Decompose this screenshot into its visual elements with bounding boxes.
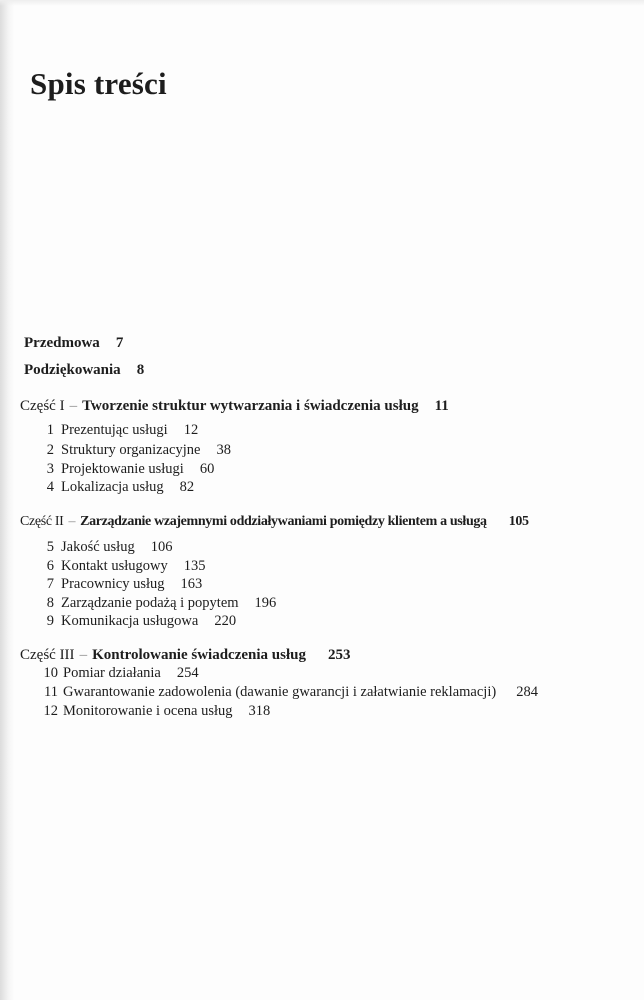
toc-chapter-7[interactable] bbox=[40, 574, 202, 594]
part-page-number: 105 bbox=[508, 514, 529, 529]
part-label: Część II bbox=[20, 514, 64, 529]
chapter-title: Prezentując usługi bbox=[61, 422, 168, 438]
chapter-page-number: 38 bbox=[216, 442, 231, 458]
toc-entry-acknowledgements[interactable] bbox=[24, 360, 144, 380]
chapter-page-number: 163 bbox=[180, 576, 203, 592]
toc-chapter-6[interactable] bbox=[40, 556, 205, 576]
chapter-page-number: 196 bbox=[254, 595, 277, 611]
chapter-page-number: 82 bbox=[179, 479, 195, 495]
part-title: Zarządzanie wzajemnymi oddziaływaniami pomiędzy klientem a usługą bbox=[80, 514, 487, 529]
part-page-number: 11 bbox=[434, 398, 449, 414]
chapter-title: Lokalizacja usług bbox=[61, 479, 164, 495]
part-title: Tworzenie struktur wytwarzania i świadczenia usług bbox=[82, 398, 419, 414]
toc-chapter-3[interactable] bbox=[40, 459, 214, 479]
chapter-number: 8 bbox=[46, 595, 54, 611]
chapter-page-number: 284 bbox=[516, 684, 538, 700]
toc-chapter-4[interactable] bbox=[40, 477, 194, 497]
chapter-number: 10 bbox=[43, 665, 58, 681]
toc-chapter-10[interactable] bbox=[40, 663, 199, 683]
chapter-number: 12 bbox=[43, 703, 58, 719]
entry-title: Przedmowa bbox=[24, 335, 100, 351]
part-title: Kontrolowanie świadczenia usług bbox=[92, 647, 306, 663]
toc-chapter-1[interactable] bbox=[40, 420, 198, 440]
chapter-number: 9 bbox=[46, 613, 54, 629]
toc-chapter-2[interactable] bbox=[40, 440, 231, 460]
chapter-page-number: 106 bbox=[150, 539, 173, 555]
toc-part-2[interactable] bbox=[20, 512, 529, 532]
part-page-number: 253 bbox=[327, 647, 351, 663]
chapter-page-number: 254 bbox=[176, 665, 199, 681]
toc-chapter-12[interactable] bbox=[40, 701, 270, 721]
toc-chapter-8[interactable] bbox=[40, 593, 276, 613]
part-label: Część III bbox=[20, 647, 75, 663]
toc-part-1[interactable] bbox=[20, 396, 449, 416]
part-dash: – bbox=[69, 398, 78, 414]
chapter-number: 11 bbox=[44, 684, 58, 700]
chapter-title: Monitorowanie i ocena usług bbox=[63, 703, 233, 719]
toc-chapter-9[interactable] bbox=[40, 611, 236, 631]
chapter-title: Pomiar działania bbox=[63, 665, 161, 681]
chapter-title: Gwarantowanie zadowolenia (dawanie gwarancji i załatwianie reklamacji) bbox=[63, 684, 497, 700]
toc-part-3[interactable] bbox=[20, 645, 350, 665]
entry-title: Podziękowania bbox=[24, 362, 121, 378]
toc-entry-preface[interactable] bbox=[24, 333, 123, 353]
chapter-page-number: 318 bbox=[248, 703, 271, 719]
chapter-number: 3 bbox=[46, 461, 54, 477]
chapter-title: Kontakt usługowy bbox=[61, 558, 168, 574]
toc-chapter-5[interactable] bbox=[40, 537, 172, 557]
chapter-number: 5 bbox=[46, 539, 54, 555]
entry-page-number: 8 bbox=[136, 362, 145, 378]
chapter-number: 7 bbox=[46, 576, 54, 592]
chapter-page-number: 12 bbox=[183, 422, 199, 438]
entry-page-number: 7 bbox=[115, 335, 124, 351]
chapter-page-number: 60 bbox=[199, 461, 215, 477]
chapter-number: 6 bbox=[46, 558, 54, 574]
chapter-title: Zarządzanie podażą i popytem bbox=[61, 595, 239, 611]
page-title: Spis treści bbox=[30, 66, 167, 101]
chapter-number: 2 bbox=[46, 442, 54, 458]
chapter-page-number: 135 bbox=[183, 558, 206, 574]
chapter-title: Komunikacja usługowa bbox=[61, 613, 199, 629]
chapter-title: Jakość usług bbox=[61, 539, 135, 555]
toc-chapter-11[interactable] bbox=[40, 682, 538, 702]
part-dash: – bbox=[68, 514, 76, 529]
part-dash: – bbox=[79, 647, 88, 663]
chapter-title: Pracownicy usług bbox=[61, 576, 165, 592]
chapter-page-number: 220 bbox=[214, 613, 237, 629]
chapter-title: Projektowanie usługi bbox=[61, 461, 184, 477]
chapter-number: 4 bbox=[46, 479, 54, 495]
chapter-number: 1 bbox=[46, 422, 54, 438]
part-label: Część I bbox=[20, 398, 65, 414]
chapter-title: Struktury organizacyjne bbox=[61, 442, 201, 458]
